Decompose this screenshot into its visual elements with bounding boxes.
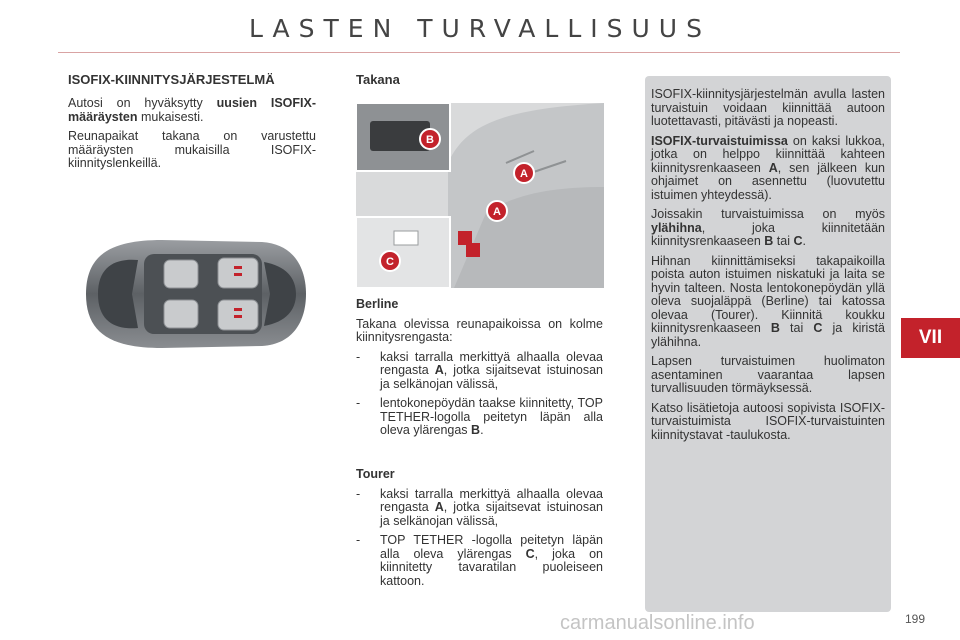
list-item: - kaksi tarralla merkittyä alhaalla olevaa rengasta A, jotka sijaitsevat istuinosan ja selkänojan välissä, — [356, 486, 603, 528]
berline-intro: Takana olevissa reunapaikoissa on kolme kiinnitysrengasta: — [356, 316, 603, 344]
watermark: carmanualsonline.info — [560, 612, 755, 634]
sidebox-p2: ISOFIX-turvaistuimissa on kaksi lukkoa, jotka on helppo kiinnittää kahteen kiinnitysrenkaaseen A, sen jälkeen kun ohjaimet on asennettu (luovutettu istuimen yhteydessä). — [651, 133, 885, 202]
label-a-upper: A — [520, 168, 528, 180]
rear-heading: Takana — [356, 72, 400, 87]
left-column — [68, 97, 316, 177]
rear-seat-isofix-photo — [356, 103, 604, 288]
list-item: - TOP TETHER -logolla peitetyn läpän alla oleva ylärengas C, joka on kiinnitetty tavaratilan puoleiseen kattoon. — [356, 533, 603, 588]
isofix-heading: ISOFIX-KIINNITYSJÄRJESTELMÄ — [68, 72, 275, 87]
label-b: B — [426, 134, 434, 146]
list-item: - lentokonepöydän taakse kiinnitetty, TOP TETHER-logolla peitetyn läpän alla oleva ylärengas B. — [356, 396, 603, 437]
approval-bold: uusien ISOFIX-määräysten — [68, 96, 316, 124]
berline-title: Berline — [356, 297, 399, 311]
page-title: LASTEN TURVALLISUUS — [249, 14, 711, 43]
approval-paragraph: Autosi on hyväksytty uusien ISOFIX-määräysten mukaisesti. — [68, 96, 316, 124]
sidebox-p5: Lapsen turvaistuimen huolimaton asentaminen vaarantaa lapsen turvallisuuden törmäyksessä. — [651, 354, 885, 395]
rear-seats-paragraph: Reunapaikat takana on varustettu määräysten mukaisilla ISOFIX-kiinnityslenkeillä. — [68, 129, 316, 170]
list-item: - kaksi tarralla merkittyä alhaalla olevaa rengasta A, jotka sijaitsevat istuinosan ja selkänojan välissä, — [356, 349, 603, 391]
label-a-lower: A — [493, 206, 501, 218]
sidebox-p6: Katso lisätietoja autoosi sopivista ISOFIX-turvaistuimista ISOFIX-turvaistuinten kiinnitystavat -taulukosta. — [651, 400, 885, 442]
label-c: C — [386, 256, 394, 268]
sidebox-p3: Joissakin turvaistuimissa on myös ylähihna, joka kiinnitetään kiinnitysrenkaaseen B tai C. — [651, 207, 885, 248]
sidebox-p4: Hihnan kiinnittämiseksi takapaikoilla poista auton istuimen niskatuki ja laita se hyvin talteen. Nosta lentokonepöydän yllä oleva suojaläppä (Berline) tai katossa olevaa (Tourer). Kiinnitä koukku kiinnitysrenkaaseen B tai C ja kiristä ylähihna. — [651, 253, 885, 349]
chapter-tab[interactable]: VII — [901, 318, 960, 358]
sidebox-p1: ISOFIX-kiinnitysjärjestelmän avulla lasten turvaistuin voidaan kiinnittää autoon luotettavasti, pitävästi ja nopeasti. — [651, 87, 885, 128]
title-divider — [58, 52, 900, 53]
page-number: 199 — [905, 612, 926, 626]
berline-section — [356, 298, 603, 444]
info-sidebox — [645, 76, 891, 612]
tourer-section — [356, 468, 603, 594]
car-top-view-illustration — [72, 232, 310, 356]
tourer-title: Tourer — [356, 467, 395, 481]
